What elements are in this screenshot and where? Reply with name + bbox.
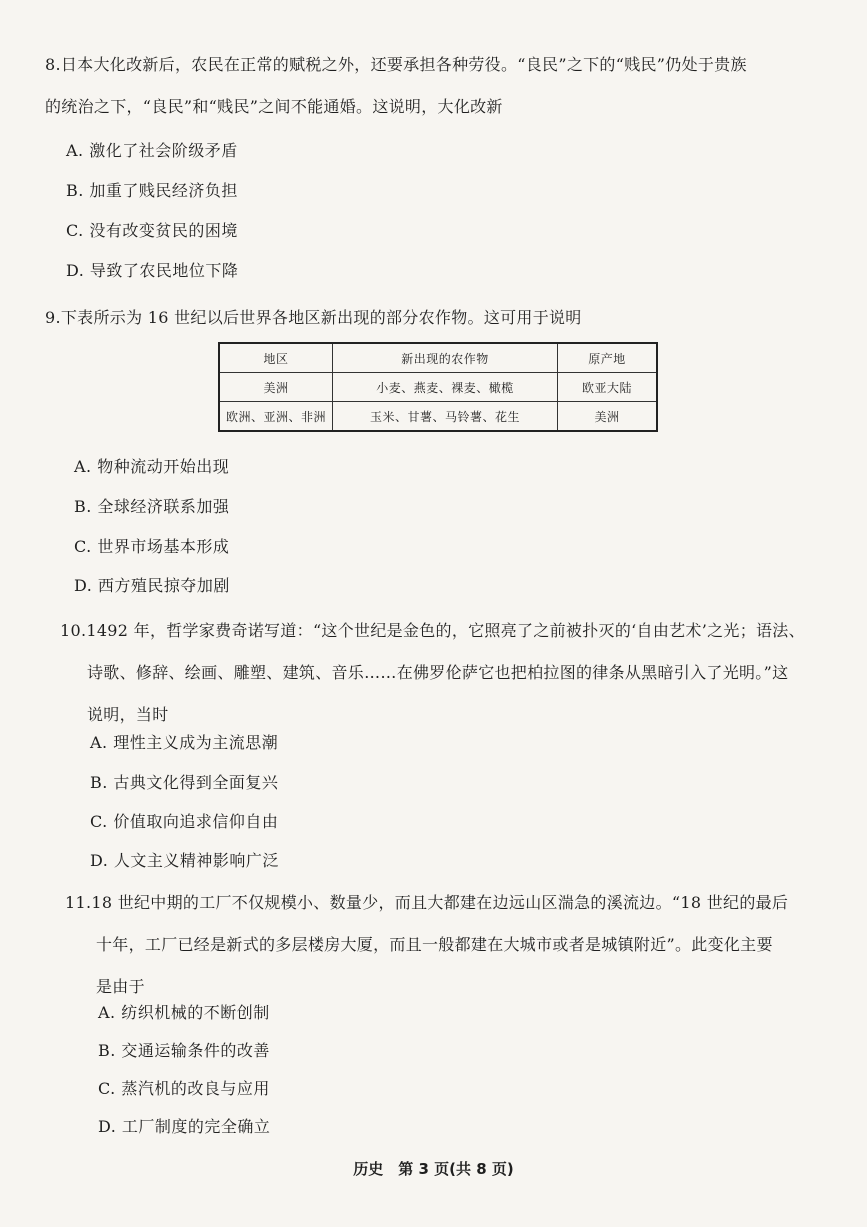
question-9-option-b: B. 全球经济联系加强 bbox=[74, 497, 230, 516]
question-9-option-d: D. 西方殖民掠夺加剧 bbox=[74, 576, 230, 595]
question-8-option-a: A. 激化了社会阶级矛盾 bbox=[66, 141, 238, 160]
question-11-option-c: C. 蒸汽机的改良与应用 bbox=[98, 1079, 270, 1098]
question-8-option-c: C. 没有改变贫民的困境 bbox=[66, 221, 238, 240]
question-10-option-a: A. 理性主义成为主流思潮 bbox=[90, 733, 279, 752]
question-11-option-d: D. 工厂制度的完全确立 bbox=[98, 1117, 271, 1136]
question-9-option-c: C. 世界市场基本形成 bbox=[74, 537, 230, 556]
table-cell: 欧亚大陆 bbox=[558, 373, 658, 402]
question-9-stem bbox=[45, 297, 815, 339]
question-9-option-a: A. 物种流动开始出现 bbox=[74, 457, 230, 476]
table-header-cell: 原产地 bbox=[558, 343, 658, 373]
table-cell: 美洲 bbox=[219, 373, 333, 402]
question-10-option-b: B. 古典文化得到全面复兴 bbox=[90, 773, 279, 792]
question-10-stem bbox=[60, 610, 820, 736]
question-11-stem bbox=[65, 882, 825, 1008]
question-10-option-d: D. 人文主义精神影响广泛 bbox=[90, 851, 279, 870]
question-11-option-b: B. 交通运输条件的改善 bbox=[98, 1041, 270, 1060]
table-cell: 小麦、燕麦、裸麦、橄榄 bbox=[333, 373, 558, 402]
question-8-option-d: D. 导致了农民地位下降 bbox=[66, 261, 239, 280]
table-header-cell: 新出现的农作物 bbox=[333, 343, 558, 373]
question-10-line-3: 说明，当时 bbox=[87, 705, 169, 724]
table-row bbox=[219, 373, 657, 402]
table-row bbox=[219, 402, 657, 432]
question-10-line-1: 10.1492 年，哲学家费奇诺写道：“这个世纪是金色的，它照亮了之前被扑灭的‘自由艺术’之光；语法、 bbox=[60, 621, 805, 640]
question-10-line-2: 诗歌、修辞、绘画、雕塑、建筑、音乐……在佛罗伦萨它也把柏拉图的律条从黑暗引入了光明。”这 bbox=[87, 663, 789, 682]
question-8-option-b: B. 加重了贱民经济负担 bbox=[66, 181, 238, 200]
question-11-line-2: 十年，工厂已经是新式的多层楼房大厦，而且一般都建在大城市或者是城镇附近”。此变化主要 bbox=[96, 935, 773, 954]
table-header-row bbox=[219, 343, 657, 373]
question-8-line-2: 的统治之下，“良民”和“贱民”之间不能通婚。这说明，大化改新 bbox=[45, 97, 503, 116]
question-10-option-c: C. 价值取向追求信仰自由 bbox=[90, 812, 279, 831]
question-11-line-3: 是由于 bbox=[96, 977, 145, 996]
question-11-option-a: A. 纺织机械的不断创制 bbox=[98, 1003, 270, 1022]
table-cell: 玉米、甘薯、马铃薯、花生 bbox=[333, 402, 558, 432]
table-cell: 美洲 bbox=[558, 402, 658, 432]
page-footer: 历史 第 3 页(共 8 页) bbox=[353, 1160, 514, 1178]
crops-table bbox=[218, 342, 658, 432]
question-8-stem bbox=[45, 44, 815, 128]
question-11-line-1: 11.18 世纪中期的工厂不仅规模小、数量少，而且大都建在边远山区湍急的溪流边。“18 世纪的最后 bbox=[65, 893, 789, 912]
question-9-line-1: 9.下表所示为 16 世纪以后世界各地区新出现的部分农作物。这可用于说明 bbox=[45, 308, 582, 327]
table-cell: 欧洲、亚洲、非洲 bbox=[219, 402, 333, 432]
question-8-line-1: 8.日本大化改新后，农民在正常的赋税之外，还要承担各种劳役。“良民”之下的“贱民”仍处于贵族 bbox=[45, 55, 747, 74]
table-header-cell: 地区 bbox=[219, 343, 333, 373]
